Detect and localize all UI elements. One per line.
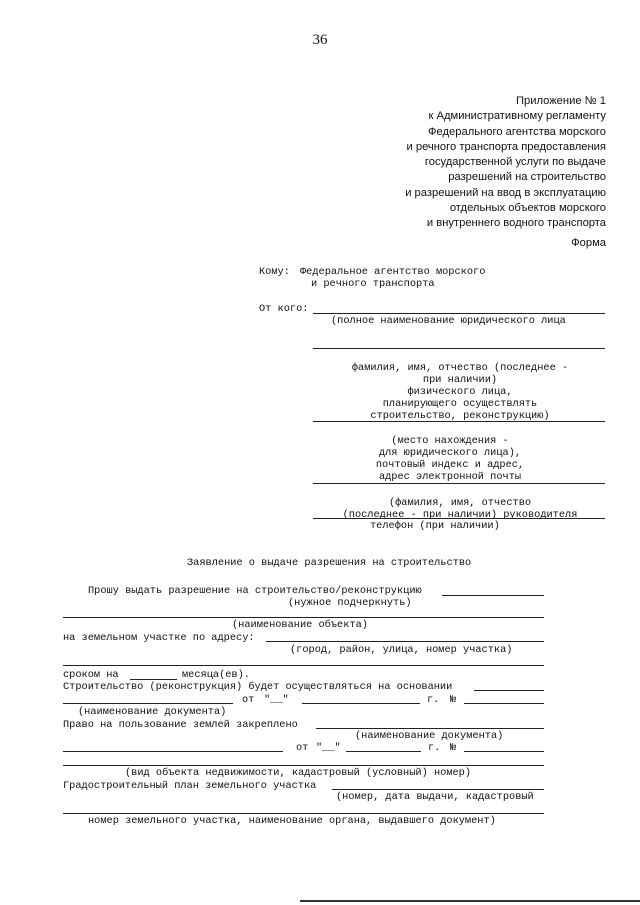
appendix-line: отдельных объектов морского xyxy=(449,202,606,215)
caption-line: строительство, реконструкцию) xyxy=(370,410,550,422)
caption-line: физического лица, xyxy=(407,386,513,398)
land-year-label: г. xyxy=(428,742,441,754)
appendix-line: и речного транспорта предоставления xyxy=(406,140,606,153)
caption-line: (фамилия, имя, отчество xyxy=(388,497,532,509)
sender-address-line[interactable] xyxy=(313,421,605,422)
object-caption: (наименование объекта) xyxy=(232,619,368,631)
address-label: на земельном участке по адресу: xyxy=(63,632,255,644)
recipient-line-2: и речного транспорта xyxy=(311,278,435,290)
caption-line: планирующего осуществлять xyxy=(382,398,538,410)
basis-number-line[interactable] xyxy=(464,703,544,704)
gpzu-caption-2: номер земельного участка, наименование органа, выдавшего документ) xyxy=(88,815,496,827)
caption-line: при наличии) xyxy=(422,374,498,386)
basis-doc-caption: (наименование документа) xyxy=(78,706,227,718)
sender-address-caption xyxy=(290,423,610,483)
land-number-line[interactable] xyxy=(464,751,544,752)
form-label: Форма xyxy=(571,237,606,249)
object-line[interactable] xyxy=(63,617,544,618)
sender-person-line[interactable] xyxy=(313,348,605,349)
land-number-label: № xyxy=(450,742,457,754)
basis-number-label: № xyxy=(450,694,457,706)
request-text: Прошу выдать разрешение на строительство/реконструкцию xyxy=(88,585,422,597)
land-right-line[interactable] xyxy=(316,728,544,729)
caption-line: фамилия, имя, отчество (последнее - xyxy=(351,362,569,374)
sender-org-line[interactable] xyxy=(313,313,605,314)
request-hint: (нужное подчеркнуть) xyxy=(288,597,412,609)
sender-person-caption xyxy=(300,350,620,422)
term-blank[interactable] xyxy=(130,679,177,680)
appendix-line: и разрешений на ввод в эксплуатацию xyxy=(405,186,606,199)
term-prefix: сроком на xyxy=(63,669,119,681)
caption-line: для юридического лица), xyxy=(378,447,522,459)
statement-title: Заявление о выдаче разрешения на строительство xyxy=(187,557,472,569)
page-number: 36 xyxy=(312,32,328,48)
basis-date-quotes: "__" xyxy=(264,694,289,706)
gpzu-line-2[interactable] xyxy=(63,813,544,814)
land-right-text: Право на пользование землей закреплено xyxy=(63,719,298,731)
gpzu-line[interactable] xyxy=(332,789,544,790)
appendix-line: государственной услуги по выдаче xyxy=(424,156,606,169)
address-caption: (город, район, улица, номер участка) xyxy=(290,644,513,656)
appendix-line: Федерального агентства морского xyxy=(428,125,606,138)
land-doc-line[interactable] xyxy=(63,751,283,752)
sender-org-caption: (полное наименование юридического лица xyxy=(331,315,566,327)
sender-label: От кого: xyxy=(259,303,309,315)
caption-line: почтовый индекс и адрес, xyxy=(375,459,525,471)
basis-from-label: от xyxy=(242,694,255,706)
request-blank[interactable] xyxy=(442,595,544,596)
property-caption: (вид объекта недвижимости, кадастровый (условный) номер) xyxy=(125,767,472,779)
sender-phone-line[interactable] xyxy=(313,518,605,519)
land-doc-caption: (наименование документа) xyxy=(355,730,504,742)
address-line[interactable] xyxy=(266,641,544,642)
basis-doc-line[interactable] xyxy=(63,703,233,704)
sender-head-caption xyxy=(300,485,620,521)
appendix-line: и внутреннего водного транспорта xyxy=(426,217,606,230)
appendix-line: Приложение № 1 xyxy=(515,95,606,107)
recipient-label: Кому: xyxy=(259,266,290,278)
recipient-line-1: Федеральное агентство морского xyxy=(300,266,486,278)
land-date-quotes: "__" xyxy=(316,742,341,754)
caption-line: (место нахождения - xyxy=(391,435,509,447)
basis-year-label: г. xyxy=(427,694,440,706)
land-from-label: от xyxy=(296,742,309,754)
appendix-line: разрешений на строительство xyxy=(448,171,606,184)
gpzu-caption-1: (номер, дата выдачи, кадастровый xyxy=(336,791,534,803)
address-line-2[interactable] xyxy=(63,665,544,666)
sender-head-line[interactable] xyxy=(313,483,605,484)
sender-phone-caption: телефон (при наличии) xyxy=(370,520,500,532)
page-bottom-rule xyxy=(300,900,640,902)
basis-date-line[interactable] xyxy=(302,703,420,704)
basis-blank[interactable] xyxy=(474,690,544,691)
caption-line: (последнее - при наличии) руководителя xyxy=(342,509,578,521)
appendix-header xyxy=(346,94,606,232)
property-line[interactable] xyxy=(63,765,544,766)
term-suffix: месяца(ев). xyxy=(182,669,250,681)
caption-line: адрес электронной почты xyxy=(378,471,522,483)
appendix-line: к Административному регламенту xyxy=(428,110,606,123)
gpzu-text: Градостроительный план земельного участка xyxy=(63,780,317,792)
land-date-line[interactable] xyxy=(346,751,421,752)
basis-text: Строительство (реконструкция) будет осуществляться на основании xyxy=(63,681,453,693)
